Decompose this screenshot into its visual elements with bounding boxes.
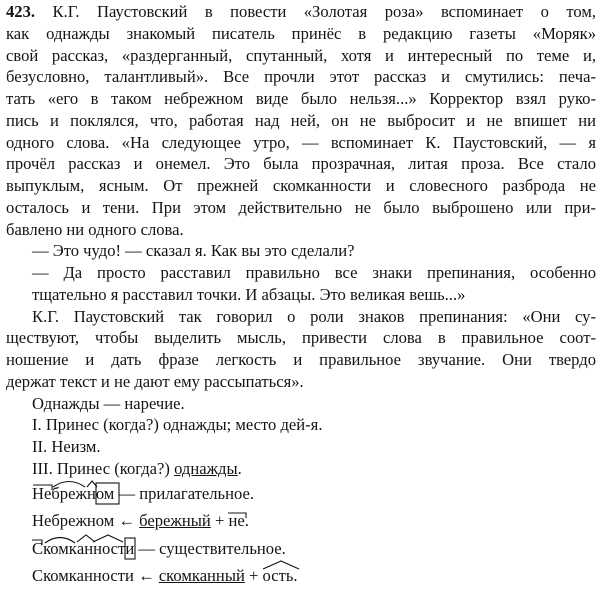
text-line: пись и поклялся, что, работая над ней, он не выбросит и не впишет ни	[6, 110, 596, 130]
prefix: С	[32, 538, 44, 558]
ending: и	[125, 538, 134, 560]
suffix: ност	[93, 538, 125, 560]
text-line: бавлено ни одного слова.	[6, 219, 184, 239]
text-line: держат текст и не дают ему рассыпаться».	[6, 371, 304, 391]
exercise-number: 423.	[6, 2, 36, 21]
suffix: ан	[77, 538, 93, 560]
dialogue-line: тщательно я расставил точки. И абзацы. Это великая вешь...»	[32, 284, 466, 304]
text-line: свой рассказ, «раздерганный, спутанный, хотя и интересный по теме и,	[6, 45, 596, 65]
root-arc	[51, 483, 87, 505]
affix: не	[228, 510, 244, 532]
morph-item: I. Принес (когда?) однажды; место дей-я.	[32, 415, 323, 435]
suffix-mark	[93, 538, 123, 560]
derivation-line: Скомканности ← скомканный + ость .	[6, 565, 596, 590]
base-word: скомканный	[158, 566, 245, 585]
text-line: выпуклым, ясным. От прежней скомканности и словесного разброда не	[6, 176, 596, 195]
affix: ость	[263, 565, 294, 587]
morph-item: III. Принес (когда?) однажды.	[32, 458, 242, 478]
suffix-mark	[263, 565, 299, 587]
text-line: одного слова. «На следующее утро, — вспоминает К. Паустовский, — я	[6, 132, 596, 152]
text-line: безусловно, талантливый». Все прочли этот рассказ и смутились: печа-	[6, 67, 596, 87]
prefix: Не	[32, 483, 51, 505]
word-composition: Не бреж н ом — прилагательное.	[6, 483, 596, 508]
dialogue-line: — Да просто расставил правильно все знаки препинания, особенно	[32, 263, 596, 282]
dialogue-line: — Это чудо! — сказал я. Как вы это сделали?	[32, 241, 355, 261]
root: бреж	[51, 483, 87, 505]
prefix-mark	[228, 510, 248, 532]
text-line: К.Г. Паустовский так говорил о роли знаков препинания: «Они су-	[32, 306, 596, 326]
text-line: ношение и дать фразе легкость и правильное звучание. Они твердо	[6, 350, 596, 369]
derivation-line: Небрежном ← бережный + не .	[32, 511, 249, 530]
base-word: бережный	[139, 511, 211, 530]
text-line: как однажды знакомый писатель принёс в редакцию газеты «Моряк»	[6, 23, 596, 43]
text-line: ществуют, чтобы выделить мысль, привести слова в правильное соот-	[6, 328, 596, 348]
text-line: тать «его в таком небрежном виде было нельзя...» Корректор взял руко-	[6, 89, 596, 108]
text-line: осталось и тени. При этом действительно не было выброшено или при-	[6, 197, 596, 217]
text-line: 423. К.Г. Паустовский в повести «Золотая роза» вспоминает о том,	[6, 2, 596, 21]
root: комк	[43, 538, 77, 558]
ending: ом	[96, 483, 114, 505]
suffix: н	[87, 483, 96, 505]
morph-title: Однажды — наречие.	[32, 393, 185, 413]
morph-item: II. Неизм.	[32, 437, 101, 456]
ending-box	[125, 538, 136, 560]
root-arc	[43, 538, 77, 560]
exercise-page	[6, 1, 596, 590]
text-line: прочёл рассказ и онемел. Это была прозрачная, литая проза. Все стало	[6, 154, 596, 174]
underlined-word: однажды	[174, 458, 238, 478]
word-composition: С комк ан ност и — существительное.	[6, 538, 596, 563]
ending-box	[96, 483, 120, 505]
